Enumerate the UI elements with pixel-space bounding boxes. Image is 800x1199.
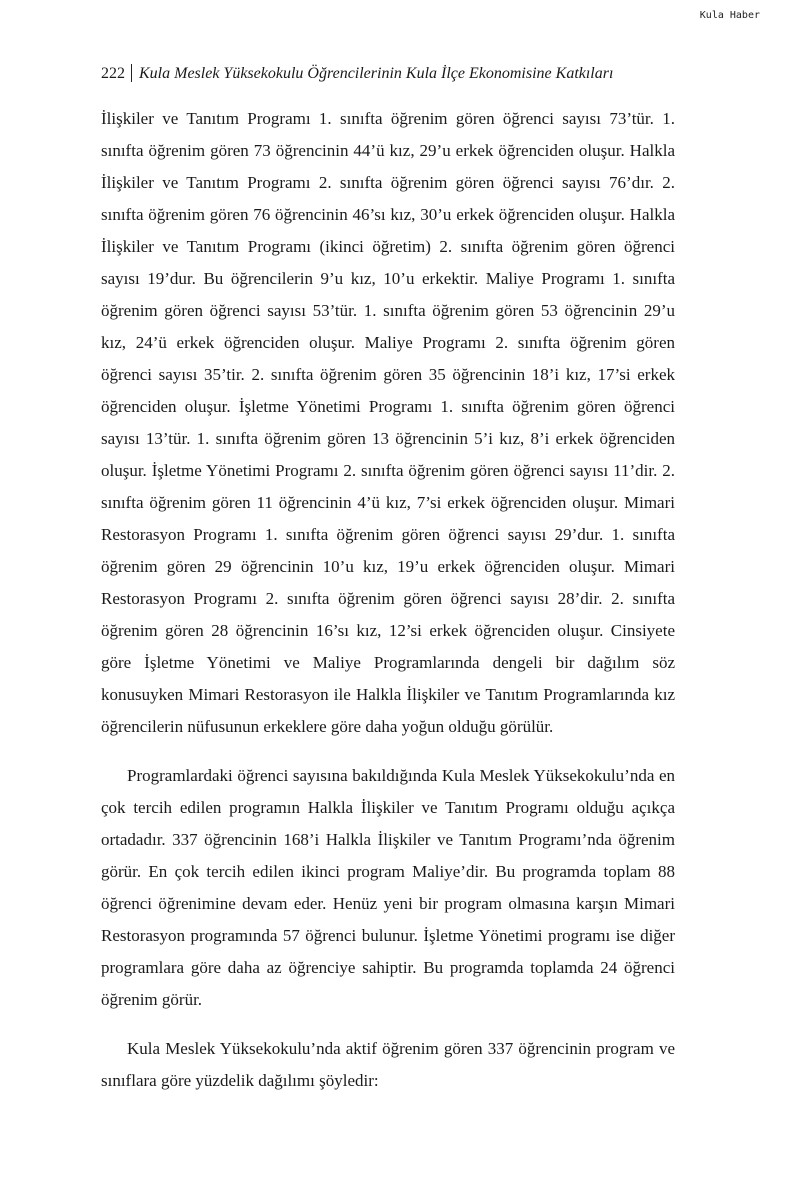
page-number: 222 — [101, 65, 125, 82]
site-label: Kula Haber — [699, 10, 760, 21]
paragraph-1: İlişkiler ve Tanıtım Programı 1. sınıfta öğrenim gören öğrenci sayısı 73’tür. 1. sınıfta öğrenim gören 73 öğrencinin 44’ü kız, 29’u erkek öğrenciden oluşur. Halkla İlişkiler ve Tanıtım Programı 2. sınıfta öğrenim gören öğrenci sayısı 76’dır. 2. sınıfta öğrenim gören 76 öğrencinin 46’sı kız, 30’u erkek öğrenciden oluşur. Halkla İlişkiler ve Tanıtım Programı (ikinci öğretim) 2. sınıfta öğrenim gören öğrenci sayısı 19’dur. Bu öğrencilerin 9’u kız, 10’u erkektir. Maliye Programı 1. sınıfta öğrenim gören öğrenci sayısı 53’tür. 1. sınıfta öğrenim gören 53 öğrencinin 29’u kız, 24’ü erkek öğrenciden oluşur. Maliye Programı 2. sınıfta öğrenim gören öğrenci sayısı 35’tir. 2. sınıfta öğrenim gören 35 öğrencinin 18’i kız, 17’si erkek öğrenciden oluşur. İşletme Yönetimi Programı 1. sınıfta öğrenim gören öğrenci sayısı 13’tür. 1. sınıfta öğrenim gören 13 öğrencinin 5’i kız, 8’i erkek öğrenciden oluşur. İşletme Yönetimi Programı 2. sınıfta öğrenim gören öğrenci sayısı 11’dir. 2. sınıfta öğrenim gören 11 öğrencinin 4’ü kız, 7’si erkek öğrenciden oluşur. Mimari Restorasyon Programı 1. sınıfta öğrenim gören öğrenci sayısı 29’dur. 1. sınıfta öğrenim gören 29 öğrencinin 10’u kız, 19’u erkek öğrenciden oluşur. Mimari Restorasyon Programı 2. sınıfta öğrenim gören öğrenci sayısı 28’dir. 2. sınıfta öğrenim gören 28 öğrencinin 16’sı kız, 12’si erkek öğrenciden oluşur. Cinsiyete göre İşletme Yönetimi ve Maliye Programlarında dengeli bir dağılım söz konusuyken Mimari Restorasyon ile Halkla İlişkiler ve Tanıtım Programlarında kız öğrencilerin nüfusunun erkeklere göre daha yoğun olduğu görülür. — [101, 109, 675, 736]
running-header — [101, 64, 701, 84]
header-title: Kula Meslek Yüksekokulu Öğrencilerinin Kula İlçe Ekonomisine Katkıları — [139, 65, 614, 82]
paragraph-3: Kula Meslek Yüksekokulu’nda aktif öğrenim gören 337 öğrencinin program ve sınıflara göre yüzdelik dağılımı şöyledir: — [101, 1039, 675, 1090]
paragraph-2: Programlardaki öğrenci sayısına bakıldığında Kula Meslek Yüksekokulu’nda en çok tercih edilen programın Halkla İlişkiler ve Tanıtım Programı olduğu açıkça ortadadır. 337 öğrencinin 168’i Halkla İlişkiler ve Tanıtım Programı’nda öğrenim görür. En çok tercih edilen ikinci program Maliye’dir. Bu programda toplam 88 öğrenci öğrenimine devam eder. Henüz yeni bir program olmasına karşın Mimari Restorasyon programında 57 öğrenci bulunur. İşletme Yönetimi programı ise diğer programlara göre daha az öğrenciye sahiptir. Bu programda toplamda 24 öğrenci öğrenim görür. — [101, 766, 675, 1009]
header-divider — [131, 64, 132, 82]
body-text — [101, 103, 675, 1097]
